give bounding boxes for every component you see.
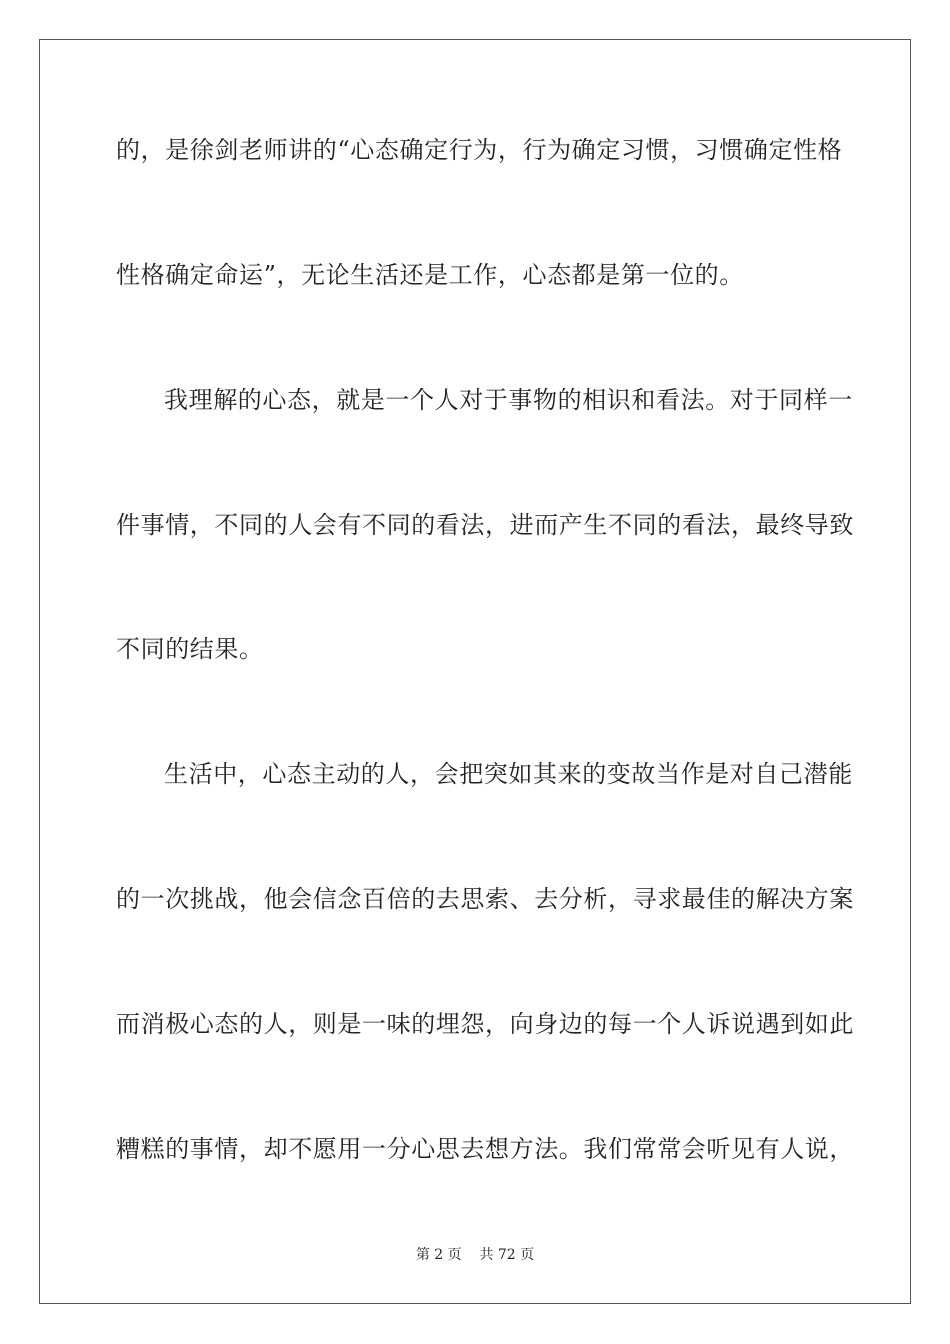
text-line: 性格确定命运”，无论生活还是工作，心态都是第一位的。 xyxy=(116,261,744,289)
paragraph-start-line: 我理解的心态，就是一个人对于事物的相识和看法。对于同样一 xyxy=(164,386,853,414)
text-line: 件事情，不同的人会有不同的看法，进而产生不同的看法，最终导致 xyxy=(116,511,854,539)
page-total: 共 72 页 xyxy=(479,1247,535,1263)
page-border xyxy=(39,39,911,1304)
text-line: 不同的结果。 xyxy=(116,635,264,663)
paragraph-start-line: 生活中，心态主动的人，会把突如其来的变故当作是对自己潜能 xyxy=(164,760,853,788)
text-line: 糟糕的事情，却不愿用一分心思去想方法。我们常常会听见有人说， xyxy=(116,1135,854,1163)
text-line: 的，是徐剑老师讲的“心态确定行为，行为确定习惯，习惯确定性格 xyxy=(116,136,843,164)
page-number: 第 2 页 xyxy=(415,1247,462,1263)
page-footer xyxy=(0,1246,950,1264)
text-line: 的一次挑战，他会信念百倍的去思索、去分析，寻求最佳的解决方案 xyxy=(116,885,854,913)
text-line: 而消极心态的人，则是一味的埋怨，向身边的每一个人诉说遇到如此 xyxy=(116,1010,854,1038)
